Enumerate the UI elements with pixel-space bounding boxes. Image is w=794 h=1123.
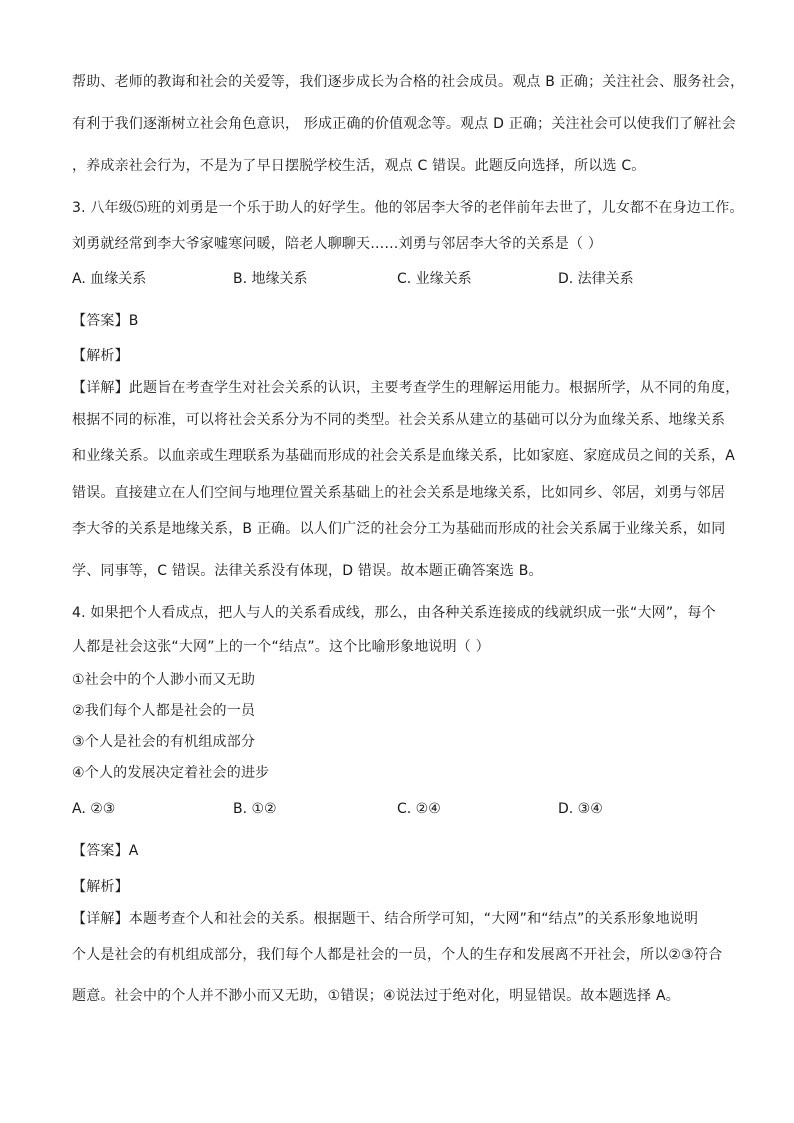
q3-answer: 【答案】B xyxy=(72,313,139,329)
q4-analysis-label: 【解析】 xyxy=(72,879,129,895)
intro-line: ，养成亲社会行为，不是为了早日摆脱学校生活，观点 C 错误。此题反向选择，所以选 C。 xyxy=(72,158,646,174)
q4-detail-line: 个人是社会的有机组成部分，我们每个人都是社会的一员，个人的生存和发展离不开社会，所以②③符合 xyxy=(72,947,723,963)
q4-option-a: A. ②③ xyxy=(72,801,116,817)
q3-stem-line: 3. 八年级⑸班的刘勇是一个乐于助人的好学生。他的邻居李大爷的老伴前年去世了，儿女都不在身边工作。 xyxy=(72,200,744,216)
q4-detail-line: 【详解】本题考查个人和社会的关系。根据题干、结合所学可知，“大网”和“结点”的关系形象地说明 xyxy=(72,911,699,927)
q3-stem-line: 刘勇就经常到李大爷家嘘寒问暖，陪老人聊聊天……刘勇与邻居李大爷的关系是（ ） xyxy=(72,236,603,252)
q3-detail-line: 【详解】此题旨在考查学生对社会关系的认识，主要考查学生的理解运用能力。根据所学，从不同的角度， xyxy=(72,380,740,396)
q3-detail-line: 错误。直接建立在人们空间与地理位置关系基础上的社会关系是地缘关系，比如同乡、邻居，刘勇与邻居 xyxy=(72,485,726,501)
q4-stem-line: 4. 如果把个人看成点，把人与人的关系看成线，那么，由各种关系连接成的线就织成一张“大网”，每个 xyxy=(72,605,716,621)
q3-option-a: A. 血缘关系 xyxy=(72,271,147,287)
q3-detail-line: 根据不同的标准，可以将社会关系分为不同的类型。社会关系从建立的基础可以分为血缘关系、地缘关系 xyxy=(72,412,726,428)
q4-statement: ①社会中的个人渺小而又无助 xyxy=(72,672,256,688)
q4-answer: 【答案】A xyxy=(72,843,139,859)
q4-statement: ④个人的发展决定着社会的进步 xyxy=(72,765,270,781)
q4-statement: ③个人是社会的有机组成部分 xyxy=(72,734,256,750)
q3-detail-line: 学、同事等，C 错误。法律关系没有体现，D 错误。故本题正确答案选 B。 xyxy=(72,563,543,579)
q4-detail-line: 题意。社会中的个人并不渺小而又无助，①错误；④说法过于绝对化，明显错误。故本题选择 A。 xyxy=(72,988,680,1004)
q4-option-b: B. ①② xyxy=(233,801,277,817)
q3-analysis-label: 【解析】 xyxy=(72,348,129,364)
q4-option-c: C. ②④ xyxy=(397,801,441,817)
q4-statement: ②我们每个人都是社会的一员 xyxy=(72,703,256,719)
intro-line: 有利于我们逐渐树立社会角色意识， 形成正确的价值观念等。观点 D 正确；关注社会可以使我们了解社会 xyxy=(72,116,736,132)
q3-option-c: C. 业缘关系 xyxy=(397,271,472,287)
q4-stem-line: 人都是社会这张“大网”上的一个“结点”。这个比喻形象地说明（ ） xyxy=(72,639,490,655)
q3-detail-line: 和业缘关系。以血亲或生理联系为基础而形成的社会关系是血缘关系，比如家庭、家庭成员之间的关系，A xyxy=(72,448,735,464)
q3-option-d: D. 法律关系 xyxy=(558,271,634,287)
q3-detail-line: 李大爷的关系是地缘关系，B 正确。以人们广泛的社会分工为基础而形成的社会关系属于业缘关系，如同 xyxy=(72,521,726,537)
q4-option-d: D. ③④ xyxy=(558,801,603,817)
q3-option-b: B. 地缘关系 xyxy=(233,271,308,287)
intro-line: 帮助、老师的教诲和社会的关爱等，我们逐步成长为合格的社会成员。观点 B 正确；关注社会、服务社会， xyxy=(72,74,745,90)
